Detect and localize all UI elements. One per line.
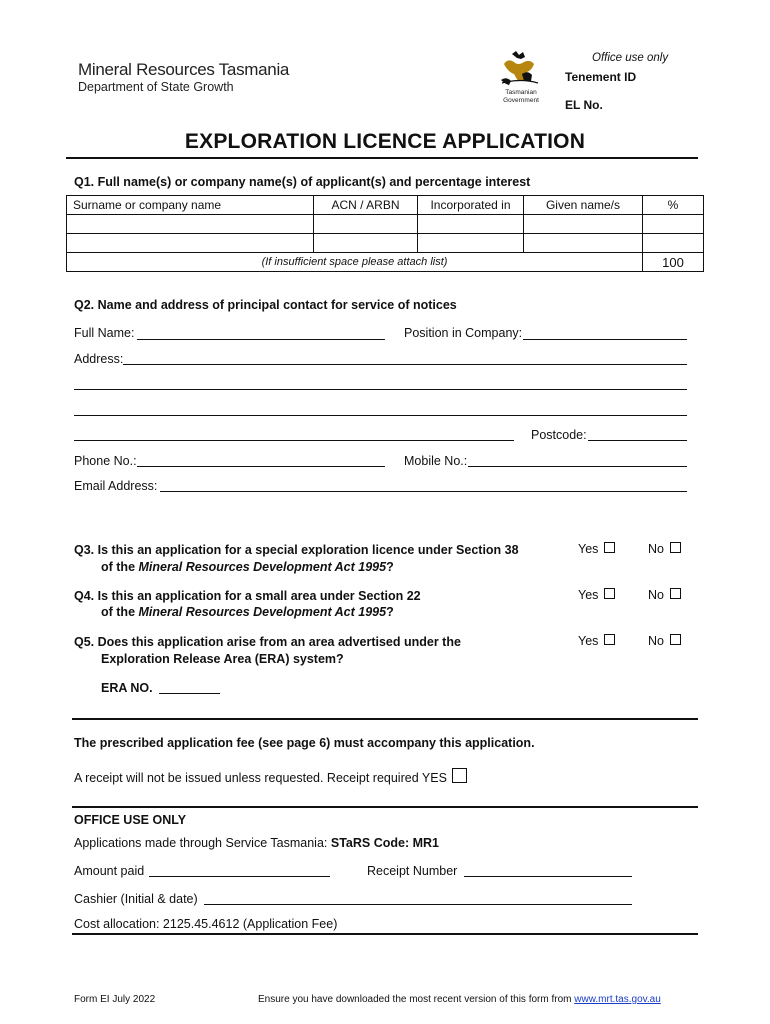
yes-label: Yes bbox=[578, 542, 599, 556]
q5-yes-option[interactable] bbox=[578, 634, 615, 648]
cashier-field[interactable] bbox=[204, 904, 632, 905]
acn-cell[interactable] bbox=[314, 215, 418, 234]
receipt-number-field[interactable] bbox=[464, 876, 632, 877]
given-names-cell[interactable] bbox=[524, 215, 643, 234]
q4-yes-checkbox[interactable] bbox=[604, 588, 615, 599]
yes-label: Yes bbox=[578, 634, 599, 648]
mobile-label: Mobile No.: bbox=[404, 454, 468, 468]
col-acn: ACN / ARBN bbox=[314, 196, 418, 215]
office-section-bottom-rule bbox=[72, 933, 698, 935]
q3-prefix: of the bbox=[101, 560, 139, 574]
receipt-yes-checkbox[interactable] bbox=[452, 768, 467, 783]
position-field[interactable] bbox=[523, 339, 687, 340]
q4-no-option[interactable] bbox=[648, 588, 681, 602]
q4-line1: Q4. Is this an application for a small area under Section 22 bbox=[74, 589, 421, 603]
service-tasmania-row bbox=[74, 836, 439, 850]
q3-no-checkbox[interactable] bbox=[670, 542, 681, 553]
q5-yes-checkbox[interactable] bbox=[604, 634, 615, 645]
table-header-row bbox=[67, 196, 704, 215]
col-surname: Surname or company name bbox=[67, 196, 314, 215]
no-label: No bbox=[648, 588, 664, 602]
q5-no-option[interactable] bbox=[648, 634, 681, 648]
postcode-field[interactable] bbox=[588, 440, 687, 441]
mobile-field[interactable] bbox=[468, 466, 687, 467]
q3-no-option[interactable] bbox=[648, 542, 681, 556]
page-title: EXPLORATION LICENCE APPLICATION bbox=[184, 130, 586, 153]
download-notice-text: Ensure you have downloaded the most recent version of this form from bbox=[258, 994, 575, 1005]
table-total-row bbox=[67, 253, 704, 272]
no-label: No bbox=[648, 634, 664, 648]
table-row[interactable] bbox=[67, 215, 704, 234]
title-rule bbox=[66, 157, 698, 159]
amount-paid-label: Amount paid bbox=[74, 864, 145, 878]
address-field-3[interactable] bbox=[74, 415, 687, 416]
q3-line1: Q3. Is this an application for a special exploration licence under Section 38 bbox=[74, 543, 519, 557]
stars-code: STaRS Code: MR1 bbox=[330, 836, 439, 850]
surname-cell[interactable] bbox=[67, 215, 314, 234]
form-id: Form EI July 2022 bbox=[74, 994, 156, 1005]
q3-yes-option[interactable] bbox=[578, 542, 615, 556]
no-label: No bbox=[648, 542, 664, 556]
logo-text-government: Government bbox=[503, 97, 539, 104]
section-divider bbox=[72, 718, 698, 720]
insufficient-space-note: (If insufficient space please attach list) bbox=[67, 253, 643, 272]
q5-no-checkbox[interactable] bbox=[670, 634, 681, 645]
fee-notice: The prescribed application fee (see page 6) must accompany this application. bbox=[74, 736, 535, 750]
incorporated-cell[interactable] bbox=[418, 234, 524, 253]
receipt-number-label: Receipt Number bbox=[367, 864, 458, 878]
cost-allocation: Cost allocation: 2125.45.4612 (Application Fee) bbox=[74, 917, 338, 931]
q3-yes-checkbox[interactable] bbox=[604, 542, 615, 553]
logo-text-tasmanian: Tasmanian bbox=[505, 89, 537, 96]
acn-cell[interactable] bbox=[314, 234, 418, 253]
address-field-2[interactable] bbox=[74, 389, 687, 390]
el-number-label: EL No. bbox=[565, 98, 603, 112]
q5-line2: Exploration Release Area (ERA) system? bbox=[101, 652, 344, 666]
postcode-label: Postcode: bbox=[531, 428, 587, 442]
position-label: Position in Company: bbox=[404, 326, 523, 340]
yes-label: Yes bbox=[578, 588, 599, 602]
surname-cell[interactable] bbox=[67, 234, 314, 253]
office-use-heading: OFFICE USE ONLY bbox=[74, 813, 187, 827]
receipt-required-label: A receipt will not be issued unless requested. Receipt required YES bbox=[74, 771, 447, 785]
col-given-names: Given name/s bbox=[524, 196, 643, 215]
email-label: Email Address: bbox=[74, 479, 158, 493]
office-use-only-label: Office use only bbox=[592, 52, 669, 64]
service-tasmania-label: Applications made through Service Tasmania: bbox=[74, 836, 331, 850]
receipt-required-row bbox=[74, 768, 467, 785]
email-field[interactable] bbox=[160, 491, 687, 492]
q3-suffix: ? bbox=[386, 560, 394, 574]
q4-act-name: Mineral Resources Development Act 1995 bbox=[138, 605, 387, 619]
q2-label: Q2. Name and address of principal contact for service of notices bbox=[74, 298, 457, 312]
amount-paid-field[interactable] bbox=[149, 876, 330, 877]
incorporated-cell[interactable] bbox=[418, 215, 524, 234]
q3-line2 bbox=[101, 560, 394, 574]
given-names-cell[interactable] bbox=[524, 234, 643, 253]
department-name: Department of State Growth bbox=[78, 80, 234, 94]
office-section-divider bbox=[72, 806, 698, 808]
applicant-table bbox=[66, 195, 704, 272]
era-no-field[interactable] bbox=[159, 693, 220, 694]
tasmanian-devil-logo-icon bbox=[498, 50, 544, 106]
phone-field[interactable] bbox=[137, 466, 385, 467]
org-name: Mineral Resources Tasmania bbox=[78, 60, 290, 79]
q4-no-checkbox[interactable] bbox=[670, 588, 681, 599]
full-name-label: Full Name: bbox=[74, 326, 135, 340]
table-row[interactable] bbox=[67, 234, 704, 253]
q1-label: Q1. Full name(s) or company name(s) of applicant(s) and percentage interest bbox=[74, 175, 531, 189]
address-field-4[interactable] bbox=[74, 440, 514, 441]
era-no-label: ERA NO. bbox=[101, 681, 153, 695]
phone-label: Phone No.: bbox=[74, 454, 137, 468]
q4-prefix: of the bbox=[101, 605, 139, 619]
q4-yes-option[interactable] bbox=[578, 588, 615, 602]
q3-act-name: Mineral Resources Development Act 1995 bbox=[138, 560, 387, 574]
q4-suffix: ? bbox=[386, 605, 394, 619]
cashier-label: Cashier (Initial & date) bbox=[74, 892, 198, 906]
tasmanian-government-logo bbox=[498, 50, 544, 106]
tenement-id-label: Tenement ID bbox=[565, 70, 637, 84]
full-name-field[interactable] bbox=[137, 339, 385, 340]
address-label: Address: bbox=[74, 352, 124, 366]
percent-total: 100 bbox=[643, 253, 704, 272]
q4-line2 bbox=[101, 605, 394, 619]
mrt-website-link[interactable]: www.mrt.tas.gov.au bbox=[574, 994, 661, 1005]
address-field-1[interactable] bbox=[123, 364, 687, 365]
download-notice bbox=[258, 994, 661, 1005]
col-incorporated: Incorporated in bbox=[418, 196, 524, 215]
percent-cell[interactable] bbox=[643, 234, 704, 253]
q5-line1: Q5. Does this application arise from an area advertised under the bbox=[74, 635, 461, 649]
col-percent: % bbox=[643, 196, 704, 215]
percent-cell[interactable] bbox=[643, 215, 704, 234]
